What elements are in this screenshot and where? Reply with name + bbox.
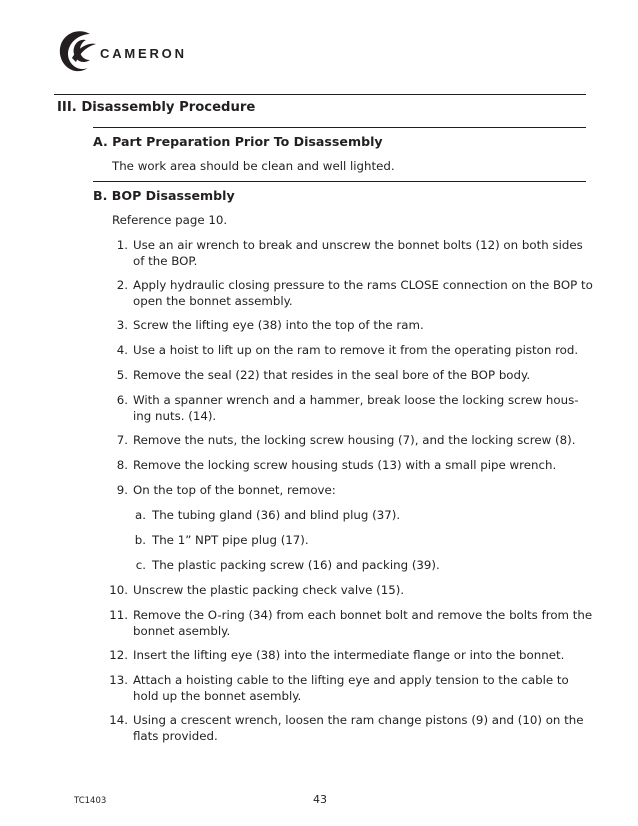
section-title: III. Disassembly Procedure: [57, 100, 256, 115]
step-text: Remove the O-ring (34) from each bonnet bolt and remove the bolts from the bonnet asembly.: [133, 608, 593, 638]
substep-letter: b.: [134, 533, 146, 547]
part-a-text: The work area should be clean and well lighted.: [112, 159, 395, 173]
step-number: 4.: [116, 343, 128, 357]
step-text: On the top of the bonnet, remove:: [133, 483, 336, 497]
part-b-title: B. BOP Disassembly: [93, 188, 235, 203]
cameron-swirl-icon: [56, 28, 98, 76]
part-divider: [93, 181, 586, 182]
document-id: TC1403: [74, 796, 107, 806]
step-text: Remove the nuts, the locking screw housing (7), and the locking screw (8).: [133, 433, 576, 447]
step-text: Use a hoist to lift up on the ram to remove it from the operating piston rod.: [133, 343, 579, 357]
step-number: 8.: [116, 458, 128, 472]
step-number: 10.: [109, 583, 128, 597]
step-text: Attach a hoisting cable to the lifting eye and apply tension to the cable to hold up the bonnet asembly.: [133, 673, 569, 703]
step-text: Using a crescent wrench, loosen the ram change pistons (9) and (10) on the flats provided.: [133, 713, 584, 743]
step-text: Insert the lifting eye (38) into the intermediate flange or into the bonnet.: [133, 648, 565, 662]
step-number: 11.: [109, 608, 128, 622]
step-number: 13.: [109, 673, 128, 687]
section-divider: [93, 127, 586, 128]
step-number: 6.: [116, 393, 128, 407]
substep-text: The 1” NPT pipe plug (17).: [152, 533, 309, 547]
step-text: With a spanner wrench and a hammer, break loose the locking screw hous-ing nuts. (14).: [133, 393, 579, 423]
list-item: [128, 533, 309, 547]
part-a-title: A. Part Preparation Prior To Disassembly: [93, 134, 383, 149]
step-number: 2.: [116, 278, 128, 292]
step-number: 9.: [116, 483, 128, 497]
step-number: 14.: [109, 713, 128, 727]
step-text: Unscrew the plastic packing check valve (15).: [133, 583, 405, 597]
step-text: Use an air wrench to break and unscrew the bonnet bolts (12) on both sides of the BOP.: [133, 238, 583, 268]
header-divider: [54, 94, 586, 95]
list-item: [128, 508, 400, 522]
step-number: 1.: [116, 238, 128, 252]
substep-letter: a.: [135, 508, 146, 522]
list-item: [128, 558, 440, 572]
step-number: 3.: [116, 318, 128, 332]
part-b-reference: Reference page 10.: [112, 213, 228, 227]
substep-letter: c.: [135, 558, 146, 572]
step-number: 12.: [109, 648, 128, 662]
step-text: Remove the seal (22) that resides in the seal bore of the BOP body.: [133, 368, 531, 382]
step-number: 7.: [116, 433, 128, 447]
step-text: Remove the locking screw housing studs (13) with a small pipe wrench.: [133, 458, 557, 472]
substep-text: The tubing gland (36) and blind plug (37).: [152, 508, 401, 522]
step-text: Apply hydraulic closing pressure to the rams CLOSE connection on the BOP to open the bonnet assembly.: [133, 278, 593, 308]
substep-text: The plastic packing screw (16) and packing (39).: [152, 558, 440, 572]
page-number: 43: [313, 793, 327, 806]
step-number: 5.: [116, 368, 128, 382]
brand-name: CAMERON: [100, 46, 187, 61]
step-text: Screw the lifting eye (38) into the top of the ram.: [133, 318, 424, 332]
